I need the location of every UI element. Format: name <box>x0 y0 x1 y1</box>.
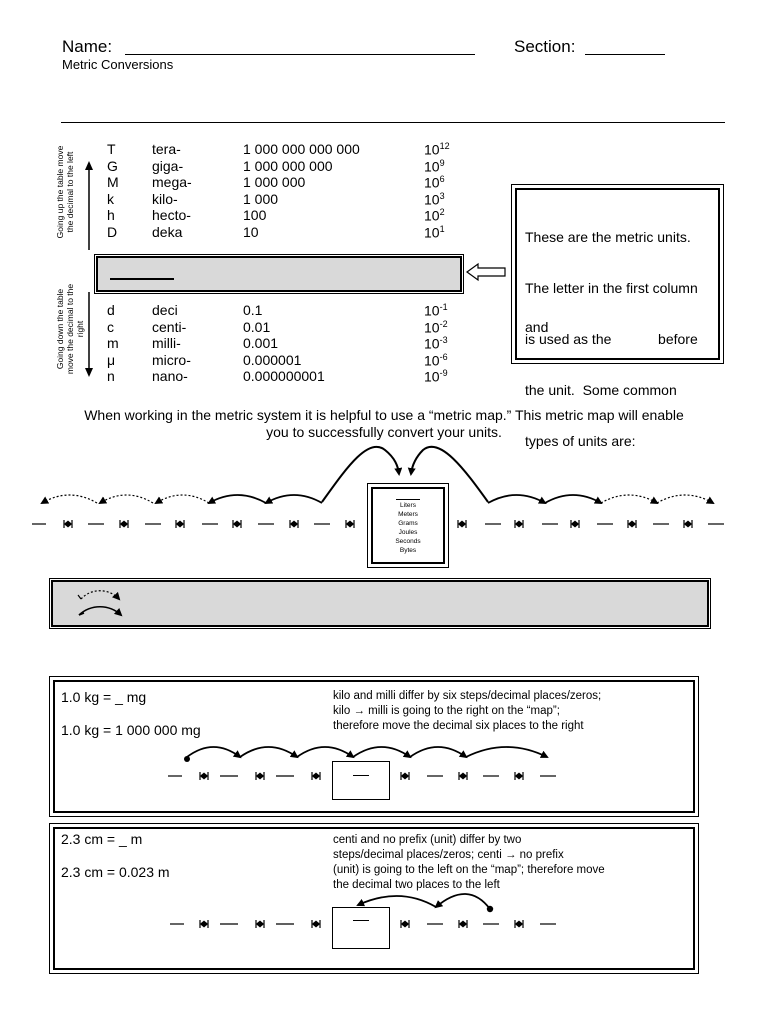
section-label: Section: <box>514 37 576 56</box>
example-2-exp-line: (unit) is going to the left on the “map”; therefore move <box>333 864 605 876</box>
prefix-name: hecto- <box>152 207 191 223</box>
prefix-name: milli- <box>152 335 181 351</box>
prefix-power: $10^9$ <box>424 157 445 175</box>
map-unit-label: Joules <box>398 529 418 536</box>
map-unit-label: Bytes <box>399 547 417 554</box>
example-1-exp-line: kilo → milli is going to the right on the “map”; <box>333 705 560 717</box>
units-box-line: types of units are: <box>525 433 636 449</box>
units-box-line: These are the metric units. <box>525 229 691 245</box>
example-2-question: 2.3 cm = _ m <box>61 831 143 847</box>
prefix-name: centi- <box>152 318 187 335</box>
units-box-line: is used as the before <box>525 331 698 347</box>
units-box-and: and <box>525 319 549 335</box>
prefix-value: 0.1 <box>243 302 263 318</box>
example-1-exp-line: kilo and milli differ by six steps/decimal places/zeros; <box>333 690 602 702</box>
prefix-symbol: T <box>107 141 116 157</box>
prefix-name: kilo- <box>152 190 178 207</box>
example-2-answer: 2.3 cm = 0.023 m <box>61 864 170 880</box>
side-note-down: Going down the table move the decimal to the right <box>55 283 85 375</box>
prefix-symbol: d <box>107 302 115 318</box>
prefix-symbol: M <box>107 174 119 190</box>
prefix-symbol: G <box>107 157 118 174</box>
prefix-value: 1 000 000 <box>243 174 306 190</box>
prefix-value: 0.000001 <box>243 351 302 368</box>
prefix-value: 10 <box>243 223 259 240</box>
example-2-exp-line: centi and no prefix (unit) differ by two <box>333 834 522 846</box>
prefix-name: mega- <box>152 174 192 190</box>
prefix-value: 0.000000001 <box>243 368 325 384</box>
map-unit-label: Grams <box>398 520 418 527</box>
prefix-power: $10^{12}$ <box>424 141 450 158</box>
prefix-name: deci <box>152 302 178 318</box>
prefix-name: deka <box>152 223 183 240</box>
prefix-power: $10^{-3}$ <box>424 335 448 352</box>
prefix-symbol: n <box>107 368 115 384</box>
units-box-line: The letter in the first column <box>525 280 698 296</box>
map-unit-label: Meters <box>398 511 418 518</box>
prefix-value: 100 <box>243 207 267 223</box>
prefix-symbol: D <box>107 223 118 240</box>
example-1-exp-line: therefore move the decimal six places to the right <box>333 720 584 732</box>
prefix-value: 1 000 <box>243 190 279 207</box>
side-note-up: Going up the table move the decimal to the left <box>55 145 75 239</box>
prefix-name: micro- <box>152 351 191 368</box>
example-2-unit-box <box>332 907 390 949</box>
prefix-symbol: c <box>107 318 114 335</box>
prefix-value: 1 000 000 000 <box>243 157 333 174</box>
prefix-power: $10^3$ <box>424 190 445 208</box>
units-box-line: the unit. Some common <box>525 382 677 398</box>
prefix-value: 1 000 000 000 000 <box>243 141 360 157</box>
example-1-answer: 1.0 kg = 1 000 000 mg <box>61 722 201 738</box>
prefix-power: $10^{-1}$ <box>424 302 448 319</box>
example-1-question: 1.0 kg = _ mg <box>61 689 147 705</box>
prefix-symbol: μ <box>107 351 116 368</box>
prefix-name: nano- <box>152 368 188 384</box>
page-subtitle: Metric Conversions <box>62 57 174 72</box>
prefix-power: $10^6$ <box>424 174 445 191</box>
prefix-symbol: h <box>107 207 115 223</box>
prefix-power: $10^1$ <box>424 223 445 241</box>
intro-line-2: you to successfully convert your units. <box>266 424 502 440</box>
example-2-exp-line: steps/decimal places/zeros; centi → no prefix <box>333 849 564 861</box>
prefix-power: $10^{-9}$ <box>424 368 448 385</box>
prefix-power: $10^{-2}$ <box>424 318 448 336</box>
prefix-power: $10^{-6}$ <box>424 351 448 369</box>
prefix-symbol: k <box>107 190 114 207</box>
intro-line-1: When working in the metric system it is helpful to use a “metric map.” This metric map will enable <box>84 407 684 423</box>
prefix-name: tera- <box>152 141 181 157</box>
prefix-value: 0.01 <box>243 318 271 335</box>
prefix-name: giga- <box>152 157 184 174</box>
prefix-power: $10^2$ <box>424 207 445 224</box>
prefix-value: 0.001 <box>243 335 279 351</box>
name-label: Name: <box>62 37 113 56</box>
map-unit-label: Liters <box>400 502 416 509</box>
map-unit-label: Seconds <box>395 538 421 545</box>
prefix-symbol: m <box>107 335 119 351</box>
example-2-exp-line: the decimal two places to the left <box>333 879 500 891</box>
